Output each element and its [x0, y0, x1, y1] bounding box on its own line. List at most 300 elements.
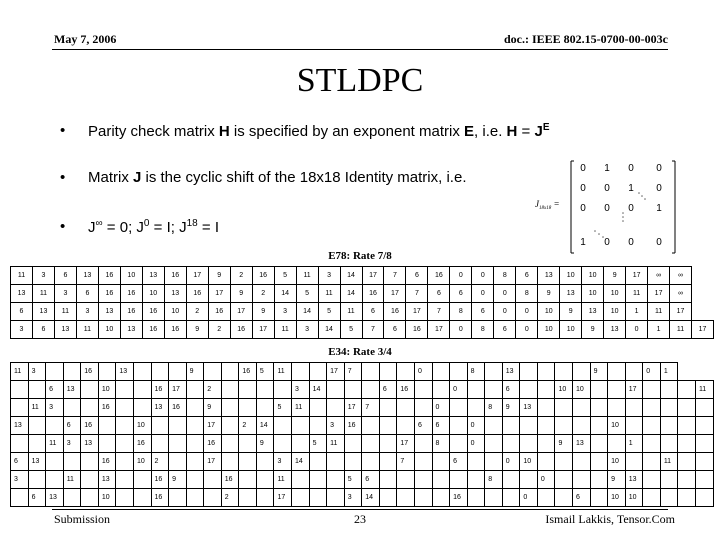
table-cell: 13 [573, 435, 591, 453]
table-cell: 7 [428, 303, 450, 321]
table-cell: 5 [256, 363, 274, 381]
table-cell: 7 [384, 267, 406, 285]
table-cell [46, 471, 64, 489]
table-cell: 10 [98, 489, 116, 507]
table-cell: 13 [151, 399, 169, 417]
table-cell: 16 [204, 435, 222, 453]
table-cell: 17 [169, 381, 187, 399]
table-cell: 13 [164, 285, 186, 303]
table-cell [292, 435, 310, 453]
table-cell [450, 363, 468, 381]
matrix-right-bracket [672, 161, 675, 253]
table-cell [643, 489, 661, 507]
table-cell [28, 435, 46, 453]
table-cell [695, 471, 713, 489]
table-cell [63, 453, 81, 471]
table-cell [625, 417, 643, 435]
table-cell: 2 [186, 303, 208, 321]
table-cell [46, 453, 64, 471]
table-cell: 9 [230, 285, 252, 303]
table-cell [467, 399, 485, 417]
table-cell: 14 [309, 381, 327, 399]
table-cell: 8 [485, 471, 503, 489]
header-date: May 7, 2006 [54, 32, 117, 46]
e78-label: E78: Rate 7/8 [328, 250, 392, 262]
table-cell: 16 [98, 285, 120, 303]
table-cell: 2 [204, 381, 222, 399]
table-cell [63, 363, 81, 381]
matrix-entry: 1 [656, 203, 662, 214]
table-cell: 11 [28, 399, 46, 417]
table-cell [116, 381, 134, 399]
table-cell [81, 471, 99, 489]
table-cell: 6 [76, 285, 98, 303]
matrix-entry: 1 [628, 183, 634, 194]
table-cell: 13 [604, 321, 626, 339]
table-cell [204, 471, 222, 489]
table-cell: 10 [608, 489, 626, 507]
bullet-text: , i.e. [474, 123, 507, 140]
e34-label: E34: Rate 3/4 [328, 346, 392, 358]
table-cell: 9 [608, 471, 626, 489]
table-cell: 2 [151, 453, 169, 471]
table-cell: 1 [648, 321, 670, 339]
table-cell [362, 453, 380, 471]
table-cell [537, 381, 555, 399]
matrix-entry: 0 [628, 163, 634, 174]
table-cell: 16 [133, 435, 151, 453]
table-cell [362, 435, 380, 453]
table-cell [309, 399, 327, 417]
table-cell [537, 453, 555, 471]
table-cell: 14 [340, 267, 362, 285]
table-cell: 9 [256, 435, 274, 453]
table-cell [660, 489, 678, 507]
table-cell [116, 435, 134, 453]
table-cell: 10 [608, 453, 626, 471]
table-cell [344, 453, 362, 471]
header-rule [52, 49, 668, 50]
table-cell: 16 [142, 303, 164, 321]
table-cell: 9 [208, 267, 230, 285]
table-cell: 5 [340, 321, 362, 339]
table-cell [590, 453, 608, 471]
table-cell: 3 [274, 303, 296, 321]
table-cell [292, 363, 310, 381]
table-cell: 9 [204, 399, 222, 417]
table-cell: 16 [142, 321, 164, 339]
table-cell [573, 363, 591, 381]
table-row [11, 303, 714, 321]
table-cell [643, 435, 661, 453]
table-cell: 6 [46, 381, 64, 399]
table-cell [379, 489, 397, 507]
table-cell: 6 [63, 417, 81, 435]
table-cell [98, 363, 116, 381]
table-cell [695, 417, 713, 435]
table-cell: 16 [81, 417, 99, 435]
table-cell: 17 [344, 399, 362, 417]
table-cell [555, 489, 573, 507]
table-cell: 0 [472, 267, 494, 285]
footer-page-number: 23 [354, 512, 366, 526]
table-cell: 6 [450, 453, 468, 471]
table-cell [660, 381, 678, 399]
table-cell [502, 489, 520, 507]
table-cell: 13 [81, 435, 99, 453]
bullet-text: = I [197, 219, 219, 236]
cyclic-shift-matrix [535, 157, 685, 257]
bullet-bold: J [133, 169, 142, 186]
table-cell: 17 [428, 321, 450, 339]
table-cell: 11 [670, 321, 692, 339]
table-cell [485, 435, 503, 453]
table-cell: 16 [151, 381, 169, 399]
table-cell: 10 [560, 267, 582, 285]
matrix-entry: 0 [604, 203, 610, 214]
table-cell [414, 399, 432, 417]
table-cell: 10 [555, 381, 573, 399]
table-cell: 11 [626, 285, 648, 303]
table-cell: 0 [520, 489, 538, 507]
table-cell: 11 [46, 435, 64, 453]
table-cell: 13 [142, 267, 164, 285]
table-cell: 17 [625, 381, 643, 399]
table-cell [204, 489, 222, 507]
table-cell [432, 471, 450, 489]
table-cell [116, 471, 134, 489]
table-cell [695, 489, 713, 507]
table-cell: 10 [520, 453, 538, 471]
table-cell: 17 [397, 435, 415, 453]
table-cell [63, 489, 81, 507]
table-cell: 0 [516, 321, 538, 339]
table-cell [520, 363, 538, 381]
table-cell: 13 [560, 285, 582, 303]
table-cell: 16 [252, 267, 274, 285]
table-cell: 3 [296, 321, 318, 339]
table-cell: 10 [133, 453, 151, 471]
table-cell: 9 [186, 321, 208, 339]
table-cell [116, 489, 134, 507]
table-row [11, 399, 714, 417]
table-cell: 0 [494, 303, 516, 321]
table-cell: 0 [414, 363, 432, 381]
table-cell: 0 [450, 267, 472, 285]
table-cell [555, 453, 573, 471]
table-cell: 8 [485, 399, 503, 417]
table-cell [678, 471, 696, 489]
table-cell: 0 [516, 303, 538, 321]
table-cell [11, 435, 29, 453]
table-cell: 11 [274, 363, 292, 381]
table-cell [327, 453, 345, 471]
table-cell [414, 471, 432, 489]
table-cell: 13 [63, 381, 81, 399]
table-cell: 13 [520, 399, 538, 417]
table-cell [414, 435, 432, 453]
bullet-sup: 0 [143, 218, 150, 229]
table-cell: 7 [397, 453, 415, 471]
table-cell [467, 471, 485, 489]
table-cell [239, 381, 257, 399]
table-cell [379, 399, 397, 417]
table-cell [590, 417, 608, 435]
table-cell [608, 381, 626, 399]
table-cell: 3 [76, 303, 98, 321]
table-cell [327, 399, 345, 417]
table-cell [362, 417, 380, 435]
bullet-bold: H [218, 123, 230, 140]
matrix-label: $J_{18x18}$ = [535, 199, 560, 211]
table-cell [643, 399, 661, 417]
table-cell: 0 [450, 381, 468, 399]
table-cell [256, 471, 274, 489]
table-cell: 16 [344, 417, 362, 435]
table-cell [256, 399, 274, 417]
matrix-cells [580, 163, 662, 248]
bullet-text: J [136, 219, 144, 236]
table-cell: 2 [208, 321, 230, 339]
table-cell [520, 417, 538, 435]
table-cell [11, 399, 29, 417]
table-cell: 10 [538, 303, 560, 321]
table-cell: 2 [239, 417, 257, 435]
bullet-text: = 0; [102, 219, 137, 236]
table-cell [432, 363, 450, 381]
table-cell [625, 399, 643, 417]
table-cell [537, 435, 555, 453]
table-cell [28, 381, 46, 399]
bullet-dot: • [60, 169, 66, 186]
table-cell: 16 [164, 321, 186, 339]
table-cell: 3 [54, 285, 76, 303]
table-cell [608, 399, 626, 417]
table-cell [81, 381, 99, 399]
table-row [11, 453, 714, 471]
table-cell: 6 [406, 267, 428, 285]
table-cell: 16 [239, 363, 257, 381]
table-cell [98, 417, 116, 435]
table-cell: 7 [362, 399, 380, 417]
table-cell: 10 [133, 417, 151, 435]
table-cell [643, 471, 661, 489]
table-cell: 6 [432, 417, 450, 435]
table-cell [169, 489, 187, 507]
table-cell [660, 399, 678, 417]
table-cell [169, 363, 187, 381]
table-cell [695, 399, 713, 417]
table-cell: ∞ [670, 285, 692, 303]
table-cell: 16 [230, 321, 252, 339]
table-cell [414, 489, 432, 507]
table-row [11, 435, 714, 453]
table-cell [414, 381, 432, 399]
bullet-text: = I; [149, 219, 180, 236]
table-cell [239, 399, 257, 417]
table-cell: 6 [28, 489, 46, 507]
table-cell: 10 [538, 321, 560, 339]
table-cell [133, 399, 151, 417]
footer-author: Ismail Lakkis, Tensor.Com [545, 512, 675, 526]
table-cell [116, 417, 134, 435]
table-cell [204, 363, 222, 381]
table-cell [643, 417, 661, 435]
table-cell [643, 453, 661, 471]
table-cell: 13 [538, 267, 560, 285]
matrix-entry: 0 [656, 183, 662, 194]
table-cell: 6 [414, 417, 432, 435]
table-cell [309, 471, 327, 489]
table-cell [379, 363, 397, 381]
table-cell: 7 [362, 321, 384, 339]
table-cell [274, 435, 292, 453]
table-cell [450, 399, 468, 417]
table-cell: 0 [467, 417, 485, 435]
table-cell: 16 [151, 489, 169, 507]
table-cell [239, 435, 257, 453]
table-cell [643, 381, 661, 399]
table-cell [186, 471, 204, 489]
table-cell: 10 [98, 321, 120, 339]
table-cell [432, 453, 450, 471]
table-cell [573, 453, 591, 471]
matrix-entry: 1 [604, 163, 610, 174]
table-cell: 10 [560, 321, 582, 339]
table-cell: 0 [432, 399, 450, 417]
table-cell: ∞ [648, 267, 670, 285]
table-cell: 17 [648, 285, 670, 303]
table-cell: 3 [11, 321, 33, 339]
table-cell [379, 435, 397, 453]
table-cell: 17 [692, 321, 714, 339]
table-cell: 3 [32, 267, 54, 285]
bullet-text: J [179, 219, 187, 236]
table-cell [116, 399, 134, 417]
table-cell [502, 471, 520, 489]
table-cell [379, 453, 397, 471]
table-cell: 3 [292, 381, 310, 399]
table-cell [467, 381, 485, 399]
table-cell [590, 399, 608, 417]
table-cell: 3 [46, 399, 64, 417]
table-row [11, 285, 714, 303]
table-cell [608, 435, 626, 453]
table-cell: 0 [450, 321, 472, 339]
table-cell: 17 [670, 303, 692, 321]
table-cell: 9 [582, 321, 604, 339]
table-cell: 13 [502, 363, 520, 381]
table-cell [450, 417, 468, 435]
table-cell: 14 [274, 285, 296, 303]
table-cell [432, 381, 450, 399]
bullet-bold: J [534, 123, 543, 140]
table-cell: 16 [81, 363, 99, 381]
table-cell [397, 471, 415, 489]
table-cell [256, 489, 274, 507]
bullet-text: is the cyclic shift of the 18x18 Identity matrix, i.e. [141, 169, 467, 186]
table-cell: 13 [98, 303, 120, 321]
table-cell: 16 [397, 381, 415, 399]
table-cell: 16 [384, 303, 406, 321]
table-cell: 10 [582, 285, 604, 303]
table-cell: 16 [98, 267, 120, 285]
table-cell: 7 [344, 363, 362, 381]
table-cell: 3 [28, 363, 46, 381]
table-cell: 2 [230, 267, 252, 285]
table-cell [450, 435, 468, 453]
table-cell: 13 [120, 321, 142, 339]
table-cell: 7 [406, 285, 428, 303]
table-cell: 0 [537, 471, 555, 489]
table-cell: 8 [516, 285, 538, 303]
matrix-left-bracket [571, 161, 574, 253]
table-cell: 11 [54, 303, 76, 321]
table-cell: 17 [230, 303, 252, 321]
table-cell: 16 [362, 285, 384, 303]
table-cell [221, 435, 239, 453]
table-cell [46, 417, 64, 435]
table-cell: 0 [643, 363, 661, 381]
table-cell: 8 [450, 303, 472, 321]
table-cell [81, 489, 99, 507]
table-cell: 16 [164, 267, 186, 285]
table-cell [28, 417, 46, 435]
table-cell [397, 417, 415, 435]
table-cell [414, 453, 432, 471]
table-cell [256, 381, 274, 399]
table-cell [379, 471, 397, 489]
table-cell: 11 [63, 471, 81, 489]
table-cell: 3 [274, 453, 292, 471]
bullet-text: = [517, 123, 535, 140]
table-cell: 13 [116, 363, 134, 381]
table-cell: 11 [296, 267, 318, 285]
table-cell: 10 [582, 267, 604, 285]
matrix-entry: 0 [628, 203, 634, 214]
table-cell: 13 [11, 285, 33, 303]
table-cell [678, 435, 696, 453]
table-cell: 17 [274, 489, 292, 507]
table-cell [362, 381, 380, 399]
table-cell [239, 471, 257, 489]
table-cell: 17 [384, 285, 406, 303]
table-cell [221, 399, 239, 417]
table-cell [327, 471, 345, 489]
table-cell [221, 381, 239, 399]
table-row [11, 321, 714, 339]
table-cell: 0 [467, 435, 485, 453]
matrix-entry: 1 [580, 237, 586, 248]
table-cell: 11 [274, 471, 292, 489]
table-cell: 13 [76, 267, 98, 285]
table-cell: 0 [494, 285, 516, 303]
table-cell [678, 417, 696, 435]
table-cell: 13 [46, 489, 64, 507]
table-cell: 13 [625, 471, 643, 489]
table-cell [590, 471, 608, 489]
table-cell [239, 453, 257, 471]
table-cell: 16 [186, 285, 208, 303]
table-cell [256, 453, 274, 471]
table-cell: 9 [555, 435, 573, 453]
table-cell: 6 [573, 489, 591, 507]
table-cell: 6 [32, 321, 54, 339]
table-cell [186, 417, 204, 435]
table-cell: 11 [648, 303, 670, 321]
table-cell: 0 [472, 285, 494, 303]
table-cell: 10 [164, 303, 186, 321]
